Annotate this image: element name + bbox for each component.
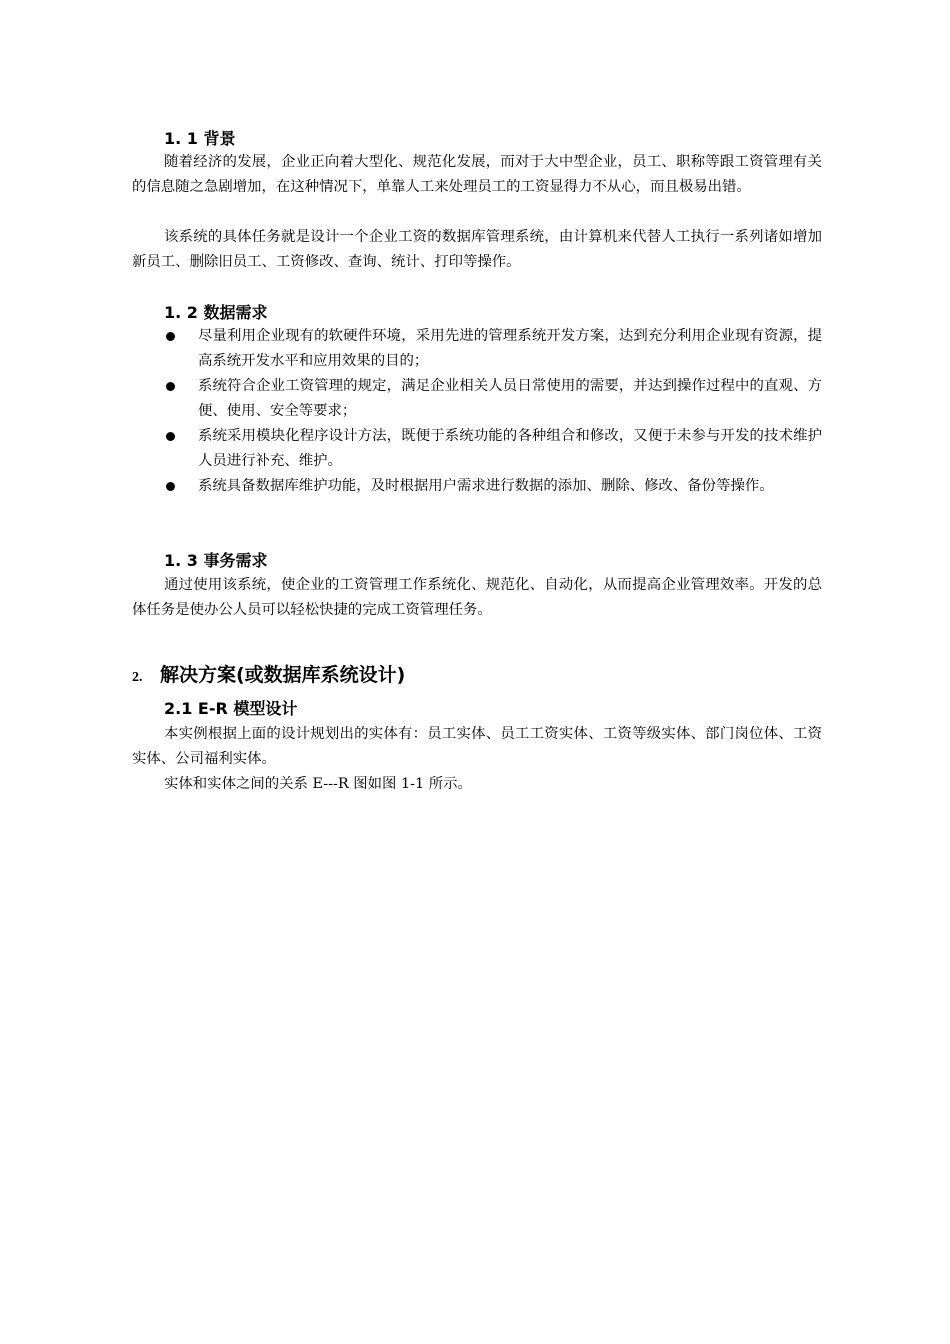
paragraph-1-3: 通过使用该系统，使企业的工资管理工作系统化、规范化、自动化，从而提高企业管理效率。开发的总体任务是使办公人员可以轻松快捷的完成工资管理任务。 [132, 577, 822, 618]
paragraph-2-1-a: 本实例根据上面的设计规划出的实体有：员工实体、员工工资实体、工资等级实体、部门岗位体、工资实体、公司福利实体。 [132, 726, 822, 767]
bullet-icon [166, 382, 175, 391]
list-item-text: 系统符合企业工资管理的规定，满足企业相关人员日常使用的需要，并达到操作过程中的直观、方便、使用、安全等要求； [198, 378, 822, 419]
list-item-text: 尽量利用企业现有的软硬件环境，采用先进的管理系统开发方案，达到充分利用企业现有资源，提高系统开发水平和应用效果的目的； [198, 328, 822, 369]
bullet-icon [166, 432, 175, 441]
heading-2-number: 2. [132, 670, 143, 685]
list-item [164, 374, 822, 424]
heading-1-3: 1. 3 事务需求 [164, 551, 268, 570]
list-item [164, 424, 822, 474]
requirements-list [164, 324, 822, 499]
heading-1-2: 1. 2 数据需求 [164, 303, 268, 322]
list-item-text: 系统采用模块化程序设计方法，既便于系统功能的各种组合和修改，又便于未参与开发的技术维护人员进行补充、维护。 [198, 428, 822, 469]
paragraph-2-1-b: 实体和实体之间的关系 E---R 图如图 1-1 所示。 [164, 776, 472, 792]
list-item [164, 474, 822, 499]
list-item-text: 系统具备数据库维护功能，及时根据用户需求进行数据的添加、删除、修改、备份等操作。 [198, 478, 774, 494]
heading-2-1: 2.1 E-R 模型设计 [164, 699, 298, 718]
heading-1-1: 1. 1 背景 [164, 129, 236, 148]
list-item [164, 324, 822, 374]
paragraph-1-1-b: 该系统的具体任务就是设计一个企业工资的数据库管理系统，由计算机来代替人工执行一系列诸如增加新员工、删除旧员工、工资修改、查询、统计、打印等操作。 [132, 229, 822, 270]
heading-2 [132, 660, 405, 687]
paragraph-1-1-a: 随着经济的发展，企业正向着大型化、规范化发展，而对于大中型企业，员工、职称等跟工资管理有关的信息随之急剧增加，在这种情况下，单靠人工来处理员工的工资显得力不从心，而且极易出错。 [132, 154, 822, 195]
bullet-icon [166, 332, 175, 341]
bullet-icon [166, 482, 175, 491]
heading-2-title: 解决方案(或数据库系统设计) [160, 664, 406, 686]
